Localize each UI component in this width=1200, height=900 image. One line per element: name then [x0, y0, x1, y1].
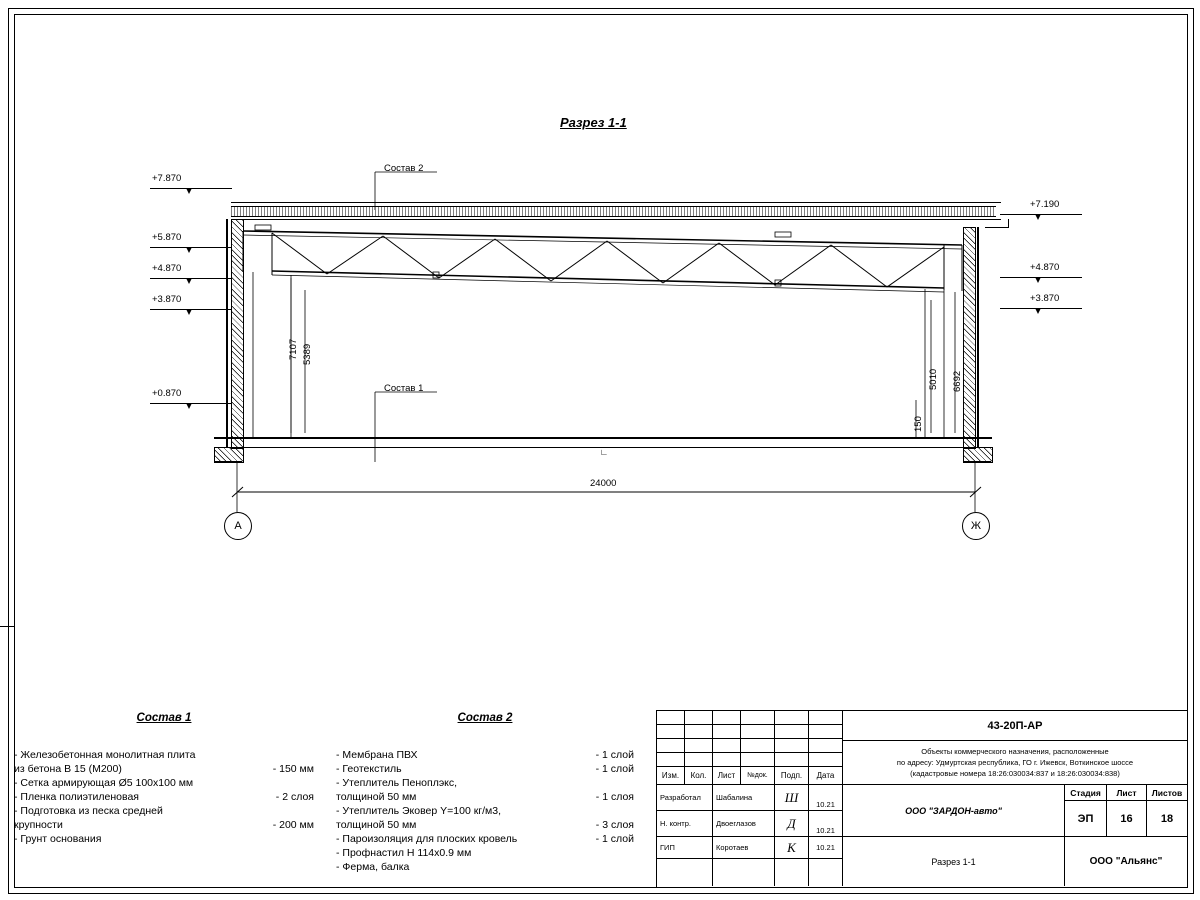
- stamp-header-izm: Изм.: [657, 767, 685, 785]
- stamp-signature: Д: [775, 811, 809, 837]
- sostav2-row: [336, 818, 634, 832]
- level-mark-label: +4.870: [152, 263, 182, 274]
- rev-cell: [713, 739, 741, 753]
- rev-cell: [775, 725, 809, 739]
- rev-cell: [713, 711, 741, 725]
- note-text: - Мембрана ПВХ: [336, 749, 418, 761]
- rev-cell: [775, 739, 809, 753]
- vertical-dimension: 5010: [928, 368, 939, 390]
- sostav2-row: [336, 776, 634, 790]
- stamp-date: 10.21: [809, 785, 843, 811]
- sostav2-row: [336, 748, 634, 762]
- stamp-header-ndok: №док.: [741, 767, 775, 785]
- note-value: - 1 слоя: [595, 791, 634, 803]
- vertical-dimension: 7107: [288, 338, 299, 360]
- sostav1-title: Состав 1: [136, 712, 192, 724]
- note-value: - 200 мм: [272, 819, 314, 831]
- stamp-empty: [775, 859, 809, 886]
- note-text: - Утеплитель Эковер Y=100 кг/м3,: [336, 805, 502, 817]
- rev-cell: [657, 753, 685, 767]
- level-mark-label: +5.870: [152, 232, 182, 243]
- rev-cell: [657, 711, 685, 725]
- overall-dimension: 24000: [590, 478, 617, 489]
- vertical-dimension: 150: [913, 416, 924, 432]
- rev-cell: [685, 711, 713, 725]
- note-text: - Подготовка из песка средней: [14, 805, 163, 817]
- rev-cell: [657, 725, 685, 739]
- rev-cell: [741, 711, 775, 725]
- stamp-signature: К: [775, 837, 809, 859]
- vertical-dimension: 6692: [952, 370, 963, 392]
- rev-cell: [775, 711, 809, 725]
- section-drawing: +7.870 +5.870 +4.870 +3.870 +0.870 +7.190 +4.870 +3.870 ∟ Состав 2 Состав 1 7107 5389 5010 6692 150 24000 А Ж: [0, 0, 1200, 560]
- note-value: - 150 мм: [272, 763, 314, 775]
- axis-bubble-zh: Ж: [962, 512, 990, 540]
- level-mark-label: +3.870: [1030, 293, 1060, 304]
- rev-cell: [809, 725, 843, 739]
- object-line: Объекты коммерческого назначения, расположенные: [921, 747, 1109, 756]
- sostav2-row: [336, 832, 634, 846]
- lists-label: Листов: [1147, 785, 1187, 801]
- sostav2-row: [336, 860, 634, 874]
- note-value: - 1 слой: [595, 763, 634, 775]
- rev-cell: [685, 753, 713, 767]
- sostav1-block: [14, 712, 314, 846]
- level-mark-label: +7.870: [152, 173, 182, 184]
- axis-bubble-a: А: [224, 512, 252, 540]
- lists-value: 18: [1147, 801, 1187, 837]
- rev-cell: [809, 753, 843, 767]
- note-text: - Грунт основания: [14, 833, 102, 845]
- level-mark-label: +0.870: [152, 388, 182, 399]
- sostav2-title: Состав 2: [457, 712, 513, 724]
- stamp-date: 10.21: [809, 837, 843, 859]
- list-value: 16: [1107, 801, 1147, 837]
- stamp-header-data: Дата: [809, 767, 843, 785]
- stamp-empty: [713, 859, 775, 886]
- level-mark-label: +3.870: [152, 294, 182, 305]
- title-block: [656, 710, 1188, 888]
- note-text: - Профнастил Н 114х0.9 мм: [336, 847, 472, 859]
- stamp-role: Разработал: [657, 785, 713, 811]
- stage-value: ЭП: [1065, 801, 1107, 837]
- section-title: Разрез 1-1: [560, 115, 627, 130]
- stamp-signature: Ш: [775, 785, 809, 811]
- note-text: толщиной 50 мм: [336, 819, 417, 831]
- rev-cell: [809, 711, 843, 725]
- note-value: - 2 слоя: [275, 791, 314, 803]
- sostav2-row: [336, 804, 634, 818]
- object-line: по адресу: Удмуртская республика, ГО г. Ижевск, Воткинское шоссе: [896, 758, 1134, 767]
- vertical-dimension: 5389: [302, 343, 313, 365]
- rev-cell: [713, 753, 741, 767]
- rev-cell: [685, 725, 713, 739]
- note-text: - Пленка полиэтиленовая: [14, 791, 139, 803]
- sostav1-row: [14, 818, 314, 832]
- sostav1-row: [14, 776, 314, 790]
- note-text: - Сетка армирующая Ø5 100х100 мм: [14, 777, 194, 789]
- sostav1-row: [14, 832, 314, 846]
- sostav2-row: [336, 762, 634, 776]
- stamp-role-name: Коротаев: [713, 837, 775, 859]
- stamp-role: ГИП: [657, 837, 713, 859]
- object-line: (кадастровые номера 18:26:030034:837 и 18:26:030034:838): [910, 769, 1120, 778]
- sostav1-row: [14, 790, 314, 804]
- sostav1-row: [14, 804, 314, 818]
- sostav2-row: [336, 790, 634, 804]
- note-text: из бетона В 15 (М200): [14, 763, 122, 775]
- rev-cell: [685, 739, 713, 753]
- stamp-date: 10.21: [809, 811, 843, 837]
- callout-label: Состав 2: [384, 163, 424, 174]
- sostav1-row: [14, 762, 314, 776]
- sostav2-row: [336, 846, 634, 860]
- design-company: ООО "Альянс": [1089, 855, 1163, 867]
- rev-cell: [809, 739, 843, 753]
- list-label: Лист: [1107, 785, 1147, 801]
- object-description: [843, 741, 1187, 785]
- stage-label: Стадия: [1065, 785, 1107, 801]
- note-text: - Ферма, балка: [336, 861, 410, 873]
- level-mark-label: +4.870: [1030, 262, 1060, 273]
- sostav2-block: [336, 712, 634, 874]
- document-code: 43-20П-АР: [843, 711, 1187, 741]
- stamp-role-name: Двоеглазов: [713, 811, 775, 837]
- note-text: - Железобетонная монолитная плита: [14, 749, 196, 761]
- note-text: - Пароизоляция для плоских кровель: [336, 833, 518, 845]
- stamp-header-kol: Кол.: [685, 767, 713, 785]
- rev-cell: [713, 725, 741, 739]
- stamp-empty: [809, 859, 843, 886]
- callout-label: Состав 1: [384, 383, 424, 394]
- note-text: крупности: [14, 819, 63, 831]
- stamp-header-podp: Подп.: [775, 767, 809, 785]
- note-text: толщиной 50 мм: [336, 791, 417, 803]
- note-value: - 1 слой: [595, 833, 634, 845]
- stamp-role-name: Шабалина: [713, 785, 775, 811]
- stamp-role: Н. контр.: [657, 811, 713, 837]
- frame-left-tick: [0, 626, 14, 627]
- stamp-empty: [657, 859, 713, 886]
- note-value: - 1 слой: [595, 749, 634, 761]
- note-text: - Геотекстиль: [336, 763, 402, 775]
- stamp-header-list: Лист: [713, 767, 741, 785]
- rev-cell: [657, 739, 685, 753]
- sostav1-row: [14, 748, 314, 762]
- customer-name: ООО "ЗАРДОН-авто": [843, 785, 1065, 837]
- rev-cell: [741, 725, 775, 739]
- level-mark-label: +7.190: [1030, 199, 1060, 210]
- sheet-title: Разрез 1-1: [843, 837, 1065, 886]
- rev-cell: [775, 753, 809, 767]
- note-value: - 3 слоя: [595, 819, 634, 831]
- note-text: - Утеплитель Пеноплэкс,: [336, 777, 458, 789]
- rev-cell: [741, 739, 775, 753]
- rev-cell: [741, 753, 775, 767]
